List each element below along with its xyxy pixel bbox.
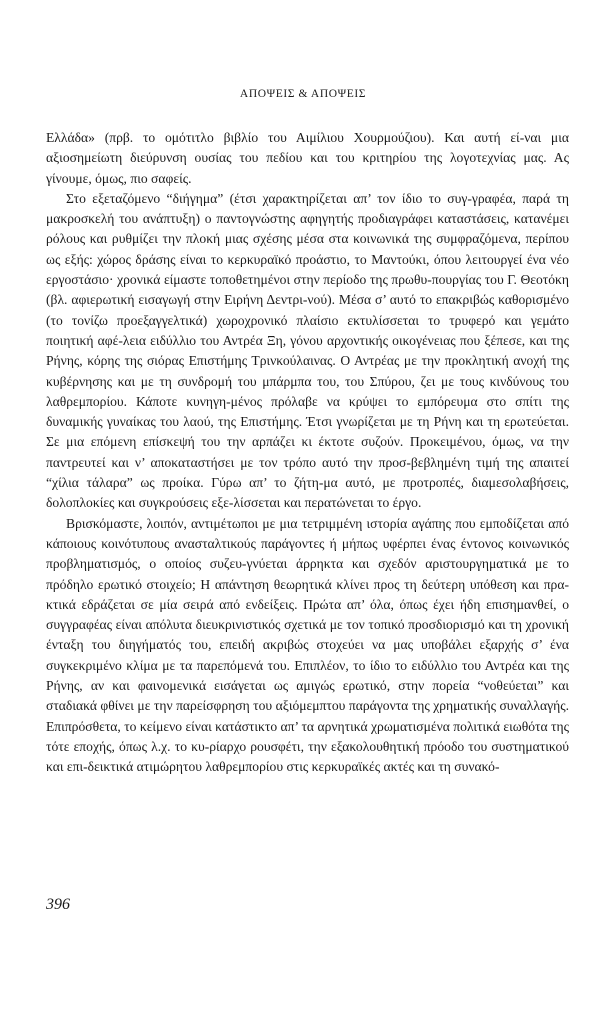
body-text (46, 128, 569, 778)
paragraph: Στο εξεταζόμενο “διήγημα” (έτσι χαρακτηρίζεται απ’ τον ίδιο το συγ-γραφέα, παρά τη μακροσκελή του ανάπτυξη) ο παντογνώστης αφηγητής προδιαγράφει καταστάσεις, κατανέμει ρόλους και ρυθμίζει την πλοκή μιας σχέσης μέσα στα κοινωνικά της συμφραζόμενα, περίπου ως εξής: χώρος δράσης είναι το κερκυραϊκό προάστιο, το Μαντούκι, όπου λειτουργεί ένα νέο εργοστάσιο· χρονικά είμαστε τοποθετημένοι στην περίοδο της πρωθυ-πουργίας του Γ. Θεοτόκη (βλ. αφιερωτική εισαγωγή στην Ειρήνη Δεντρι-νού). Μέσα σ’ αυτό το επακριβώς καθορισμένο (το τονίζω προεξαγγελτικά) χωροχρονικό πλαίσιο εκτυλίσσεται το τρυφερό και γεμάτο ποιητική αφέ-λεια ειδύλλιο του Αντρέα Ξη, γόνου αρχοντικής οικογένειας που ξέπεσε, και της Ρήνης, κόρης της σιόρας Επιστήμης Τρινκούλαινας. Ο Αντρέας με την προκλητική ανοχή της κυβέρνησης και με τη συνδρομή του μπάρμπα του, του Σπύρου, ζει με τους κινδύνους του λαθρεμπορίου. Κάποτε κυνηγη-μένος πρόλαβε να κρύψει το εμπόρευμα στο σπίτι της δυναμικής γυναίκας του λαού, της Επιστήμης. Έτσι γνωρίζεται με τη Ρήνη και τη ερωτεύεται. Σε μια επόμενη επίσκεψή του την αρπάζει κι έκτοτε συζούν. Προκειμένου, όμως, να την παντρευτεί και ν’ αποκαταστήσει με τον τρόπο αυτό την προσ-βεβλημένη τιμή της απαιτεί “χίλια τάλαρα” ως προίκα. Γύρω απ’ το ζήτη-μα αυτό, με προτροπές, διαμεσολαβήσεις, δολοπλοκίες και συγκρούσεις εξε-λίσσεται και περατώνεται το έργο. (46, 190, 569, 511)
running-header: ΑΠΟΨΕΙΣ & ΑΠΟΨΕΙΣ (239, 88, 367, 100)
paragraph: Βρισκόμαστε, λοιπόν, αντιμέτωποι με μια τετριμμένη ιστορία αγάπης που εμποδίζεται από κάποιους κοινότυπους ανασταλτικούς παράγοντες ή μήπως υφέρπει ένας έντονος κοινωνικός προβληματισμός, ο οποίος συζευ-γνύεται άρρηκτα και σχεδόν αριστουργηματικά με το πρόδηλο ερωτικό στοιχείο; Η απάντηση θεωρητικά κλίνει προς τη δεύτερη υπόθεση και πρα-κτικά εδράζεται σε μία σειρά από ενδείξεις. Πρώτα απ’ όλα, όπως έχει ήδη επισημανθεί, ο συγγραφέας είναι απόλυτα διευκρινιστικός σχετικά με τον τοπικό προσδιορισμό και τη χρονική ένταξη του διηγήματός του, επειδή ακριβώς στοχεύει να μας υποβάλει εξαρχής σ’ ένα συγκεκριμένο κλίμα με τα παρεπόμενά του. Επιπλέον, το ίδιο το ειδύλλιο του Αντρέα και της Ρήνης, αν και φαινομενικά εισάγεται ως αμιγώς ερωτικό, στην πορεία “νοθεύεται” και σταδιακά φθίνει με την παρείσφρηση του αξιόμεμπτου παράγοντα της χρηματικής συναλλαγής. Επιπρόσθετα, το κείμενο είναι κατάστικτο απ’ τα αρνητικά χρωματισμένα πολιτικά ειωθότα της τότε εποχής, όπως λ.χ. το κυ-ρίαρχο ρουσφέτι, την εξακολουθητική πρόοδο του συστηματικού και επι-δεικτικά ατιμώρητου λαθρεμπορίου στις κερκυραϊκές ακτές και τη συνακό- (46, 515, 569, 775)
page-number: 396 (46, 896, 70, 913)
paragraph-continuation: Ελλάδα» (πρβ. το ομότιτλο βιβλίο του Αιμίλιου Χουρμούζιου). Και αυτή εί-ναι μια αξιοσημείωτη διεύρυνση ουσίας του πεδίου και του κριτηρίου της λογοτεχνίας μας. Ας γίνουμε, όμως, πιο σαφείς. (46, 130, 569, 186)
